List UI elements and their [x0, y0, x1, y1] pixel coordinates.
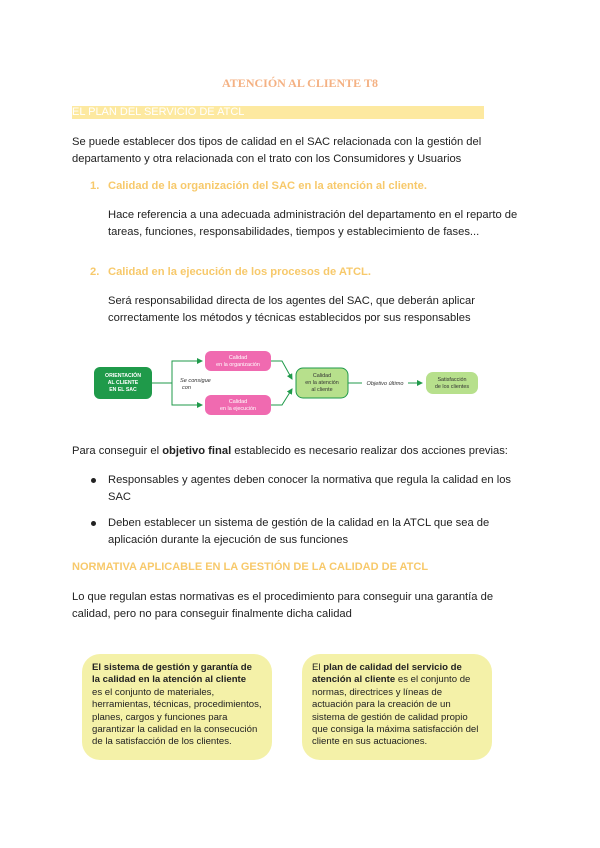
upper-text: en la organización	[216, 362, 260, 368]
definition-box-system	[82, 654, 272, 760]
objective-text: establecido es necesario realizar dos acciones previas:	[231, 445, 508, 457]
normativa-paragraph	[72, 589, 542, 623]
middle-text: en la atención	[305, 380, 339, 386]
item-line: correctamente los métodos y técnicas establecidos por sus responsables	[108, 312, 471, 324]
upper-quality-box	[205, 351, 271, 371]
end-box	[426, 372, 478, 394]
objective-paragraph	[72, 443, 542, 460]
start-text: EN EL SAC	[109, 387, 137, 393]
section-heading-normativa: NORMATIVA APLICABLE EN LA GESTIÓN DE LA CALIDAD DE ATCL	[72, 561, 429, 573]
box-line: cliente en sus actuaciones.	[312, 736, 428, 748]
item-number: 2.	[90, 266, 100, 278]
box-bold-line: la calidad en la atención al cliente	[92, 674, 247, 686]
item-description	[108, 293, 538, 327]
normativa-line: Lo que regulan estas normativas es el procedimiento para conseguir una garantía de	[72, 591, 494, 603]
box-line: actuación para la creación de un	[312, 699, 451, 711]
converge-arrow-lower	[271, 389, 292, 405]
lower-text: en la ejecución	[220, 406, 256, 412]
lower-quality-box	[205, 395, 271, 415]
bullet-item	[108, 472, 538, 506]
converge-arrow-upper	[271, 361, 292, 379]
box-line: de la satisfacción de los clientes.	[92, 736, 232, 748]
box-line: garantizar la calidad en la consecución	[92, 724, 258, 736]
box-line: El plan de calidad del servicio de	[312, 662, 462, 673]
definition-box-plan	[302, 654, 492, 760]
bullet-dot	[91, 478, 96, 483]
item-description	[108, 207, 538, 241]
upper-text: Calidad	[228, 355, 248, 361]
end-text: de los clientes	[434, 384, 470, 390]
box-line: es el conjunto de materiales,	[92, 686, 215, 698]
connector-text: Se consigue	[180, 378, 211, 384]
item-line: Hace referencia a una adecuada administración del departamento en el reparto de	[108, 209, 518, 221]
bullet-line: Deben establecer un sistema de gestión de la calidad en la ATCL que sea de	[108, 517, 490, 529]
middle-text: al cliente	[311, 387, 333, 393]
normativa-line: calidad, pero no para conseguir finalmente dicha calidad	[72, 608, 352, 620]
box-line: planes, cargos y funciones para	[92, 711, 228, 723]
bullet-dot	[91, 521, 96, 526]
box-line: sistema de gestión de calidad propio	[312, 711, 468, 723]
quality-flow-diagram	[92, 343, 492, 423]
section-heading-plan: EL PLAN DEL SERVICIO DE ATCL	[72, 106, 484, 119]
lower-text: Calidad	[228, 399, 248, 405]
bullet-line: SAC	[108, 491, 132, 503]
item-line: Será responsabilidad directa de los agentes del SAC, que deberán aplicar	[108, 295, 475, 307]
arrow-label: Objetivo último	[366, 381, 404, 387]
end-text: Satisfacción	[437, 377, 467, 383]
box-line: que consiga la máxima satisfacción del	[312, 724, 479, 736]
bullet-line: aplicación durante la ejecución de sus funciones	[108, 534, 349, 546]
box-line: herramientas, técnicas, procedimientos,	[92, 699, 262, 711]
intro-line: departamento y otra relacionada con el trato con los Consumidores y Usuarios	[72, 153, 462, 165]
item-heading: Calidad de la organización del SAC en la atención al cliente.	[108, 180, 427, 192]
box-line: normas, directrices y líneas de	[312, 686, 443, 698]
intro-paragraph	[72, 134, 532, 168]
box-line: atención al cliente es el conjunto de	[312, 674, 471, 686]
intro-line: Se puede establecer dos tipos de calidad en el SAC relacionada con la gestión del	[72, 136, 482, 148]
start-text: ORIENTACIÓN	[105, 373, 141, 379]
item-number: 1.	[90, 180, 100, 192]
objective-bold: objetivo final	[162, 445, 232, 457]
page-title: ATENCIÓN AL CLIENTE T8	[222, 76, 378, 90]
item-line: tareas, funciones, responsabilidades, tiempos y establecimiento de fases...	[108, 226, 480, 238]
start-text: AL CLIENTE	[107, 380, 139, 386]
bullet-line: Responsables y agentes deben conocer la normativa que regula la calidad en los	[108, 474, 512, 486]
middle-text: Calidad	[312, 373, 332, 379]
box-bold-line: El sistema de gestión y garantía de	[92, 662, 252, 673]
objective-text: Para conseguir el	[72, 445, 163, 457]
item-heading: Calidad en la ejecución de los procesos de ATCL.	[108, 266, 371, 278]
connector-text: con	[182, 385, 192, 391]
bullet-item	[108, 515, 538, 549]
